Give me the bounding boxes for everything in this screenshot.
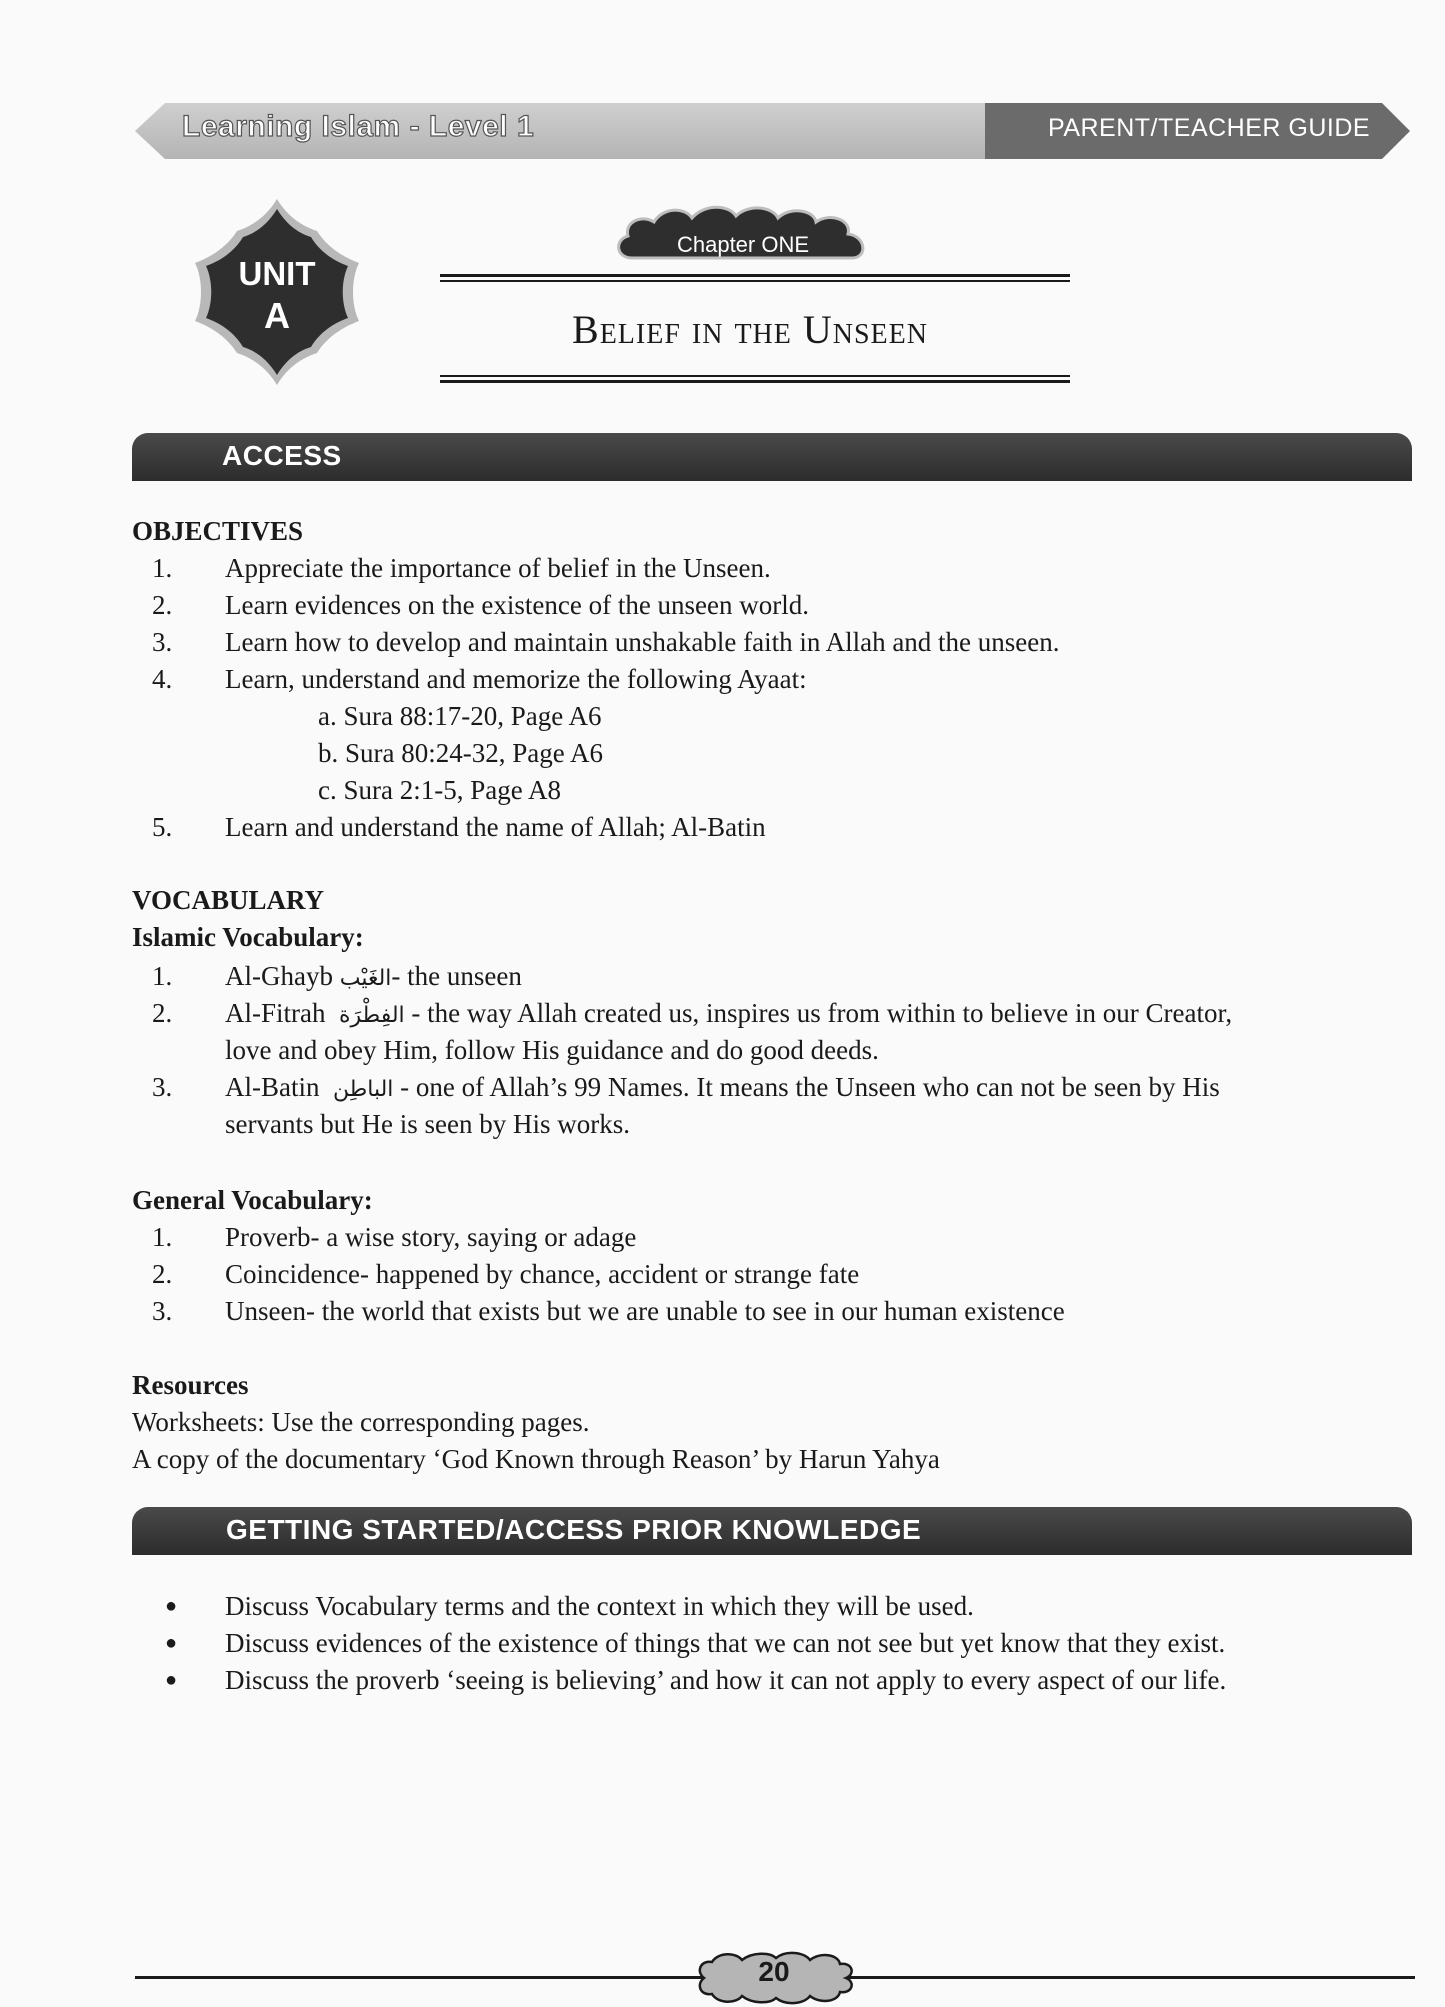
- ayah-item: a. Sura 88:17-20, Page A6: [318, 701, 602, 731]
- vocabulary-heading: VOCABULARY: [132, 885, 325, 915]
- vocab-term: Al-Fitrah: [225, 998, 326, 1028]
- unit-badge: [193, 197, 361, 387]
- vocab-number: 2.: [152, 1259, 173, 1289]
- resource-item: Worksheets: Use the corresponding pages.: [132, 1407, 590, 1437]
- vocab-number: 3.: [152, 1296, 173, 1326]
- vocab-number: 2.: [152, 998, 173, 1028]
- resource-item: A copy of the documentary ‘God Known through Reason’ by Harun Yahya: [132, 1444, 940, 1474]
- ayah-item: c. Sura 2:1-5, Page A8: [318, 775, 561, 805]
- page-number: 20: [758, 1956, 790, 1987]
- bullet-text: Discuss Vocabulary terms and the context in which they will be used.: [225, 1591, 974, 1621]
- vocab-definition-continued: servants but He is seen by His works.: [225, 1109, 630, 1139]
- vocab-arabic: الفِطْرَة: [339, 1003, 405, 1028]
- vocab-number: 3.: [152, 1072, 173, 1102]
- vocab-number: 1.: [152, 1222, 173, 1252]
- ayah-item: b. Sura 80:24-32, Page A6: [318, 738, 603, 768]
- objective-text: Learn, understand and memorize the following Ayaat:: [225, 664, 807, 694]
- vocab-term: Al-Batin: [225, 1072, 320, 1102]
- bullet-icon: ●: [165, 1595, 178, 1617]
- resources-heading: Resources: [132, 1370, 249, 1400]
- vocab-definition-continued: love and obey Him, follow His guidance and do good deeds.: [225, 1035, 879, 1065]
- vocab-number: 1.: [152, 961, 173, 991]
- objective-text: Learn and understand the name of Allah; Al-Batin: [225, 812, 766, 842]
- vocab-entry: [225, 995, 1232, 1034]
- chapter-rule-top: [440, 274, 1070, 277]
- objective-text: Learn how to develop and maintain unshakable faith in Allah and the unseen.: [225, 627, 1060, 657]
- chapter-rule-bottom-thin: [440, 375, 1070, 377]
- vocab-term: Al-Ghayb: [225, 961, 333, 991]
- bullet-text: Discuss evidences of the existence of things that we can not see but yet know that they exist.: [225, 1628, 1226, 1658]
- objective-text: Learn evidences on the existence of the unseen world.: [225, 590, 810, 620]
- chapter-rule-bottom: [440, 380, 1070, 383]
- guide-label: PARENT/TEACHER GUIDE: [1048, 114, 1371, 142]
- vocab-definition: - one of Allah’s 99 Names. It means the Unseen who can not be seen by His: [393, 1072, 1220, 1102]
- chapter-label: Chapter ONE: [676, 232, 810, 257]
- objective-number: 4.: [152, 664, 173, 694]
- vocab-entry: Unseen- the world that exists but we are unable to see in our human existence: [225, 1296, 1065, 1326]
- vocab-entry: Coincidence- happened by chance, accident or strange fate: [225, 1259, 860, 1289]
- getting-started-section-title: GETTING STARTED/ACCESS PRIOR KNOWLEDGE: [226, 1514, 922, 1545]
- access-section-title: ACCESS: [222, 440, 342, 471]
- chapter-rule-top-thin: [440, 280, 1070, 282]
- vocab-entry: [225, 1069, 1220, 1108]
- series-title: Learning Islam - Level 1: [182, 110, 535, 143]
- unit-word: UNIT: [238, 255, 316, 292]
- chapter-title: Belief in the Unseen: [572, 307, 928, 352]
- objectives-heading: OBJECTIVES: [132, 516, 304, 546]
- bullet-text: Discuss the proverb ‘seeing is believing’ and how it can not apply to every aspect of our life.: [225, 1665, 1227, 1695]
- islamic-vocabulary-heading: Islamic Vocabulary:: [132, 922, 364, 952]
- vocab-arabic: الباطِن: [333, 1077, 394, 1102]
- objective-number: 2.: [152, 590, 173, 620]
- vocab-definition: - the way Allah created us, inspires us from within to believe in our Creator,: [404, 998, 1233, 1028]
- unit-letter: A: [264, 295, 290, 336]
- vocab-entry: Proverb- a wise story, saying or adage: [225, 1222, 637, 1252]
- vocab-entry: [225, 958, 522, 997]
- vocab-definition: - the unseen: [391, 961, 522, 991]
- bullet-icon: ●: [165, 1632, 178, 1654]
- objective-number: 1.: [152, 553, 173, 583]
- objective-text: Appreciate the importance of belief in the Unseen.: [225, 553, 771, 583]
- objective-number: 3.: [152, 627, 173, 657]
- objective-number: 5.: [152, 812, 173, 842]
- general-vocabulary-heading: General Vocabulary:: [132, 1185, 373, 1215]
- bullet-icon: ●: [165, 1669, 178, 1691]
- vocab-arabic: الغَيْب: [339, 966, 392, 991]
